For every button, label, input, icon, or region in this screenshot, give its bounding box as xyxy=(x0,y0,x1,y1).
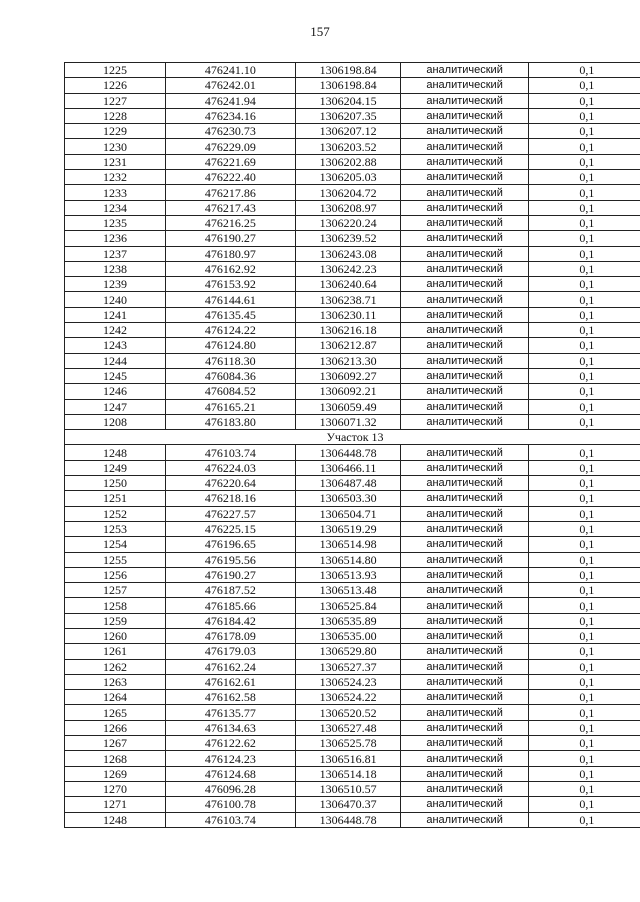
accuracy-cell: 0,1 xyxy=(528,705,640,720)
table-row xyxy=(65,215,640,230)
table-row xyxy=(65,552,640,567)
y-coordinate-cell: 1306525.84 xyxy=(295,598,401,613)
method-cell: аналитический xyxy=(401,797,528,812)
point-number-cell: 1242 xyxy=(65,323,166,338)
method-cell: аналитический xyxy=(401,445,528,460)
point-number-cell: 1248 xyxy=(65,812,166,827)
x-coordinate-cell: 476124.68 xyxy=(166,766,296,781)
table-row xyxy=(65,338,640,353)
y-coordinate-cell: 1306527.48 xyxy=(295,720,401,735)
coordinates-table-body xyxy=(65,63,640,828)
table-row xyxy=(65,154,640,169)
point-number-cell: 1233 xyxy=(65,185,166,200)
table-row xyxy=(65,690,640,705)
x-coordinate-cell: 476187.52 xyxy=(166,583,296,598)
y-coordinate-cell: 1306092.27 xyxy=(295,368,401,383)
accuracy-cell: 0,1 xyxy=(528,781,640,796)
y-coordinate-cell: 1306466.11 xyxy=(295,460,401,475)
accuracy-cell: 0,1 xyxy=(528,751,640,766)
table-row xyxy=(65,353,640,368)
method-cell: аналитический xyxy=(401,93,528,108)
y-coordinate-cell: 1306198.84 xyxy=(295,63,401,78)
point-number-cell: 1262 xyxy=(65,659,166,674)
accuracy-cell: 0,1 xyxy=(528,491,640,506)
y-coordinate-cell: 1306207.12 xyxy=(295,124,401,139)
table-row xyxy=(65,307,640,322)
table-row xyxy=(65,613,640,628)
point-number-cell: 1243 xyxy=(65,338,166,353)
x-coordinate-cell: 476162.24 xyxy=(166,659,296,674)
accuracy-cell: 0,1 xyxy=(528,644,640,659)
accuracy-cell: 0,1 xyxy=(528,139,640,154)
method-cell: аналитический xyxy=(401,644,528,659)
y-coordinate-cell: 1306230.11 xyxy=(295,307,401,322)
y-coordinate-cell: 1306198.84 xyxy=(295,78,401,93)
x-coordinate-cell: 476100.78 xyxy=(166,797,296,812)
x-coordinate-cell: 476135.45 xyxy=(166,307,296,322)
table-row xyxy=(65,674,640,689)
y-coordinate-cell: 1306503.30 xyxy=(295,491,401,506)
method-cell: аналитический xyxy=(401,124,528,139)
accuracy-cell: 0,1 xyxy=(528,476,640,491)
point-number-cell: 1251 xyxy=(65,491,166,506)
point-number-cell: 1250 xyxy=(65,476,166,491)
y-coordinate-cell: 1306535.00 xyxy=(295,628,401,643)
method-cell: аналитический xyxy=(401,170,528,185)
x-coordinate-cell: 476221.69 xyxy=(166,154,296,169)
y-coordinate-cell: 1306243.08 xyxy=(295,246,401,261)
method-cell: аналитический xyxy=(401,674,528,689)
y-coordinate-cell: 1306487.48 xyxy=(295,476,401,491)
y-coordinate-cell: 1306205.03 xyxy=(295,170,401,185)
table-row xyxy=(65,644,640,659)
y-coordinate-cell: 1306071.32 xyxy=(295,414,401,429)
method-cell: аналитический xyxy=(401,307,528,322)
method-cell: аналитический xyxy=(401,705,528,720)
accuracy-cell: 0,1 xyxy=(528,567,640,582)
x-coordinate-cell: 476242.01 xyxy=(166,78,296,93)
x-coordinate-cell: 476230.73 xyxy=(166,124,296,139)
y-coordinate-cell: 1306204.15 xyxy=(295,93,401,108)
point-number-cell: 1225 xyxy=(65,63,166,78)
point-number-cell: 1237 xyxy=(65,246,166,261)
table-row xyxy=(65,292,640,307)
accuracy-cell: 0,1 xyxy=(528,78,640,93)
y-coordinate-cell: 1306527.37 xyxy=(295,659,401,674)
method-cell: аналитический xyxy=(401,720,528,735)
point-number-cell: 1248 xyxy=(65,445,166,460)
point-number-cell: 1249 xyxy=(65,460,166,475)
method-cell: аналитический xyxy=(401,384,528,399)
x-coordinate-cell: 476118.30 xyxy=(166,353,296,368)
y-coordinate-cell: 1306524.23 xyxy=(295,674,401,689)
method-cell: аналитический xyxy=(401,583,528,598)
x-coordinate-cell: 476195.56 xyxy=(166,552,296,567)
x-coordinate-cell: 476124.80 xyxy=(166,338,296,353)
x-coordinate-cell: 476162.61 xyxy=(166,674,296,689)
table-row xyxy=(65,78,640,93)
method-cell: аналитический xyxy=(401,78,528,93)
accuracy-cell: 0,1 xyxy=(528,154,640,169)
point-number-cell: 1252 xyxy=(65,506,166,521)
point-number-cell: 1261 xyxy=(65,644,166,659)
point-number-cell: 1239 xyxy=(65,277,166,292)
point-number-cell: 1254 xyxy=(65,537,166,552)
accuracy-cell: 0,1 xyxy=(528,583,640,598)
y-coordinate-cell: 1306216.18 xyxy=(295,323,401,338)
point-number-cell: 1238 xyxy=(65,261,166,276)
point-number-cell: 1240 xyxy=(65,292,166,307)
point-number-cell: 1270 xyxy=(65,781,166,796)
point-number-cell: 1228 xyxy=(65,108,166,123)
accuracy-cell: 0,1 xyxy=(528,720,640,735)
point-number-cell: 1271 xyxy=(65,797,166,812)
x-coordinate-cell: 476184.42 xyxy=(166,613,296,628)
section-header-row xyxy=(65,430,640,445)
table-row xyxy=(65,736,640,751)
method-cell: аналитический xyxy=(401,231,528,246)
table-row xyxy=(65,476,640,491)
method-cell: аналитический xyxy=(401,506,528,521)
x-coordinate-cell: 476179.03 xyxy=(166,644,296,659)
accuracy-cell: 0,1 xyxy=(528,185,640,200)
y-coordinate-cell: 1306520.52 xyxy=(295,705,401,720)
method-cell: аналитический xyxy=(401,63,528,78)
table-row xyxy=(65,598,640,613)
coordinates-table xyxy=(64,62,640,828)
method-cell: аналитический xyxy=(401,414,528,429)
y-coordinate-cell: 1306525.78 xyxy=(295,736,401,751)
method-cell: аналитический xyxy=(401,154,528,169)
accuracy-cell: 0,1 xyxy=(528,231,640,246)
accuracy-cell: 0,1 xyxy=(528,674,640,689)
y-coordinate-cell: 1306207.35 xyxy=(295,108,401,123)
point-number-cell: 1263 xyxy=(65,674,166,689)
table-row xyxy=(65,720,640,735)
x-coordinate-cell: 476227.57 xyxy=(166,506,296,521)
method-cell: аналитический xyxy=(401,353,528,368)
accuracy-cell: 0,1 xyxy=(528,368,640,383)
y-coordinate-cell: 1306213.30 xyxy=(295,353,401,368)
x-coordinate-cell: 476229.09 xyxy=(166,139,296,154)
table-row xyxy=(65,185,640,200)
table-row xyxy=(65,521,640,536)
point-number-cell: 1230 xyxy=(65,139,166,154)
y-coordinate-cell: 1306448.78 xyxy=(295,812,401,827)
method-cell: аналитический xyxy=(401,537,528,552)
method-cell: аналитический xyxy=(401,552,528,567)
method-cell: аналитический xyxy=(401,659,528,674)
accuracy-cell: 0,1 xyxy=(528,628,640,643)
point-number-cell: 1236 xyxy=(65,231,166,246)
y-coordinate-cell: 1306239.52 xyxy=(295,231,401,246)
point-number-cell: 1265 xyxy=(65,705,166,720)
y-coordinate-cell: 1306202.88 xyxy=(295,154,401,169)
point-number-cell: 1229 xyxy=(65,124,166,139)
table-row xyxy=(65,705,640,720)
y-coordinate-cell: 1306448.78 xyxy=(295,445,401,460)
x-coordinate-cell: 476103.74 xyxy=(166,812,296,827)
point-number-cell: 1234 xyxy=(65,200,166,215)
point-number-cell: 1255 xyxy=(65,552,166,567)
x-coordinate-cell: 476084.36 xyxy=(166,368,296,383)
accuracy-cell: 0,1 xyxy=(528,261,640,276)
accuracy-cell: 0,1 xyxy=(528,659,640,674)
x-coordinate-cell: 476224.03 xyxy=(166,460,296,475)
x-coordinate-cell: 476190.27 xyxy=(166,231,296,246)
table-row xyxy=(65,414,640,429)
table-row xyxy=(65,231,640,246)
point-number-cell: 1226 xyxy=(65,78,166,93)
x-coordinate-cell: 476225.15 xyxy=(166,521,296,536)
y-coordinate-cell: 1306513.93 xyxy=(295,567,401,582)
accuracy-cell: 0,1 xyxy=(528,598,640,613)
table-row xyxy=(65,751,640,766)
table-row xyxy=(65,323,640,338)
x-coordinate-cell: 476234.16 xyxy=(166,108,296,123)
table-row xyxy=(65,537,640,552)
table-row xyxy=(65,124,640,139)
y-coordinate-cell: 1306524.22 xyxy=(295,690,401,705)
point-number-cell: 1269 xyxy=(65,766,166,781)
point-number-cell: 1258 xyxy=(65,598,166,613)
point-number-cell: 1268 xyxy=(65,751,166,766)
x-coordinate-cell: 476178.09 xyxy=(166,628,296,643)
method-cell: аналитический xyxy=(401,476,528,491)
method-cell: аналитический xyxy=(401,108,528,123)
table-row xyxy=(65,246,640,261)
method-cell: аналитический xyxy=(401,613,528,628)
x-coordinate-cell: 476216.25 xyxy=(166,215,296,230)
point-number-cell: 1257 xyxy=(65,583,166,598)
table-row xyxy=(65,445,640,460)
table-row xyxy=(65,200,640,215)
method-cell: аналитический xyxy=(401,736,528,751)
method-cell: аналитический xyxy=(401,292,528,307)
accuracy-cell: 0,1 xyxy=(528,521,640,536)
x-coordinate-cell: 476103.74 xyxy=(166,445,296,460)
accuracy-cell: 0,1 xyxy=(528,170,640,185)
accuracy-cell: 0,1 xyxy=(528,323,640,338)
accuracy-cell: 0,1 xyxy=(528,812,640,827)
accuracy-cell: 0,1 xyxy=(528,124,640,139)
point-number-cell: 1256 xyxy=(65,567,166,582)
x-coordinate-cell: 476241.10 xyxy=(166,63,296,78)
accuracy-cell: 0,1 xyxy=(528,353,640,368)
y-coordinate-cell: 1306514.98 xyxy=(295,537,401,552)
accuracy-cell: 0,1 xyxy=(528,506,640,521)
x-coordinate-cell: 476124.22 xyxy=(166,323,296,338)
table-row xyxy=(65,277,640,292)
method-cell: аналитический xyxy=(401,628,528,643)
method-cell: аналитический xyxy=(401,521,528,536)
point-number-cell: 1208 xyxy=(65,414,166,429)
x-coordinate-cell: 476144.61 xyxy=(166,292,296,307)
y-coordinate-cell: 1306514.18 xyxy=(295,766,401,781)
table-row xyxy=(65,797,640,812)
y-coordinate-cell: 1306059.49 xyxy=(295,399,401,414)
y-coordinate-cell: 1306513.48 xyxy=(295,583,401,598)
method-cell: аналитический xyxy=(401,491,528,506)
accuracy-cell: 0,1 xyxy=(528,414,640,429)
y-coordinate-cell: 1306240.64 xyxy=(295,277,401,292)
table-row xyxy=(65,261,640,276)
table-row xyxy=(65,170,640,185)
method-cell: аналитический xyxy=(401,200,528,215)
x-coordinate-cell: 476135.77 xyxy=(166,705,296,720)
accuracy-cell: 0,1 xyxy=(528,736,640,751)
table-row xyxy=(65,812,640,827)
table-row xyxy=(65,491,640,506)
point-number-cell: 1267 xyxy=(65,736,166,751)
accuracy-cell: 0,1 xyxy=(528,277,640,292)
accuracy-cell: 0,1 xyxy=(528,613,640,628)
x-coordinate-cell: 476196.65 xyxy=(166,537,296,552)
y-coordinate-cell: 1306535.89 xyxy=(295,613,401,628)
method-cell: аналитический xyxy=(401,215,528,230)
x-coordinate-cell: 476190.27 xyxy=(166,567,296,582)
x-coordinate-cell: 476165.21 xyxy=(166,399,296,414)
accuracy-cell: 0,1 xyxy=(528,215,640,230)
point-number-cell: 1260 xyxy=(65,628,166,643)
y-coordinate-cell: 1306208.97 xyxy=(295,200,401,215)
method-cell: аналитический xyxy=(401,598,528,613)
y-coordinate-cell: 1306204.72 xyxy=(295,185,401,200)
table-row xyxy=(65,108,640,123)
y-coordinate-cell: 1306220.24 xyxy=(295,215,401,230)
accuracy-cell: 0,1 xyxy=(528,200,640,215)
table-row xyxy=(65,368,640,383)
x-coordinate-cell: 476153.92 xyxy=(166,277,296,292)
y-coordinate-cell: 1306203.52 xyxy=(295,139,401,154)
method-cell: аналитический xyxy=(401,261,528,276)
table-row xyxy=(65,93,640,108)
x-coordinate-cell: 476183.80 xyxy=(166,414,296,429)
method-cell: аналитический xyxy=(401,567,528,582)
x-coordinate-cell: 476124.23 xyxy=(166,751,296,766)
x-coordinate-cell: 476134.63 xyxy=(166,720,296,735)
y-coordinate-cell: 1306470.37 xyxy=(295,797,401,812)
table-row xyxy=(65,781,640,796)
accuracy-cell: 0,1 xyxy=(528,445,640,460)
point-number-cell: 1227 xyxy=(65,93,166,108)
method-cell: аналитический xyxy=(401,751,528,766)
accuracy-cell: 0,1 xyxy=(528,766,640,781)
x-coordinate-cell: 476217.43 xyxy=(166,200,296,215)
accuracy-cell: 0,1 xyxy=(528,537,640,552)
point-number-cell: 1245 xyxy=(65,368,166,383)
point-number-cell: 1247 xyxy=(65,399,166,414)
table-row xyxy=(65,628,640,643)
accuracy-cell: 0,1 xyxy=(528,307,640,322)
table-row xyxy=(65,139,640,154)
accuracy-cell: 0,1 xyxy=(528,460,640,475)
x-coordinate-cell: 476180.97 xyxy=(166,246,296,261)
point-number-cell: 1246 xyxy=(65,384,166,399)
y-coordinate-cell: 1306519.29 xyxy=(295,521,401,536)
y-coordinate-cell: 1306092.21 xyxy=(295,384,401,399)
y-coordinate-cell: 1306529.80 xyxy=(295,644,401,659)
accuracy-cell: 0,1 xyxy=(528,63,640,78)
method-cell: аналитический xyxy=(401,781,528,796)
method-cell: аналитический xyxy=(401,812,528,827)
x-coordinate-cell: 476122.62 xyxy=(166,736,296,751)
accuracy-cell: 0,1 xyxy=(528,108,640,123)
x-coordinate-cell: 476217.86 xyxy=(166,185,296,200)
x-coordinate-cell: 476162.92 xyxy=(166,261,296,276)
table-row xyxy=(65,460,640,475)
table-row xyxy=(65,583,640,598)
table-row xyxy=(65,63,640,78)
method-cell: аналитический xyxy=(401,139,528,154)
x-coordinate-cell: 476185.66 xyxy=(166,598,296,613)
page-number: 157 xyxy=(310,24,330,39)
method-cell: аналитический xyxy=(401,399,528,414)
accuracy-cell: 0,1 xyxy=(528,384,640,399)
x-coordinate-cell: 476096.28 xyxy=(166,781,296,796)
accuracy-cell: 0,1 xyxy=(528,552,640,567)
table-row xyxy=(65,399,640,414)
table-row xyxy=(65,659,640,674)
accuracy-cell: 0,1 xyxy=(528,690,640,705)
y-coordinate-cell: 1306242.23 xyxy=(295,261,401,276)
point-number-cell: 1253 xyxy=(65,521,166,536)
y-coordinate-cell: 1306516.81 xyxy=(295,751,401,766)
point-number-cell: 1259 xyxy=(65,613,166,628)
accuracy-cell: 0,1 xyxy=(528,93,640,108)
x-coordinate-cell: 476241.94 xyxy=(166,93,296,108)
method-cell: аналитический xyxy=(401,766,528,781)
accuracy-cell: 0,1 xyxy=(528,797,640,812)
method-cell: аналитический xyxy=(401,323,528,338)
table-row xyxy=(65,384,640,399)
method-cell: аналитический xyxy=(401,368,528,383)
y-coordinate-cell: 1306212.87 xyxy=(295,338,401,353)
method-cell: аналитический xyxy=(401,185,528,200)
table-row xyxy=(65,567,640,582)
method-cell: аналитический xyxy=(401,338,528,353)
table-row xyxy=(65,766,640,781)
y-coordinate-cell: 1306504.71 xyxy=(295,506,401,521)
method-cell: аналитический xyxy=(401,690,528,705)
method-cell: аналитический xyxy=(401,460,528,475)
accuracy-cell: 0,1 xyxy=(528,246,640,261)
accuracy-cell: 0,1 xyxy=(528,292,640,307)
table-row xyxy=(65,506,640,521)
y-coordinate-cell: 1306514.80 xyxy=(295,552,401,567)
accuracy-cell: 0,1 xyxy=(528,399,640,414)
y-coordinate-cell: 1306510.57 xyxy=(295,781,401,796)
accuracy-cell: 0,1 xyxy=(528,338,640,353)
point-number-cell: 1266 xyxy=(65,720,166,735)
point-number-cell: 1241 xyxy=(65,307,166,322)
x-coordinate-cell: 476218.16 xyxy=(166,491,296,506)
x-coordinate-cell: 476162.58 xyxy=(166,690,296,705)
point-number-cell: 1264 xyxy=(65,690,166,705)
y-coordinate-cell: 1306238.71 xyxy=(295,292,401,307)
x-coordinate-cell: 476222.40 xyxy=(166,170,296,185)
point-number-cell: 1232 xyxy=(65,170,166,185)
x-coordinate-cell: 476084.52 xyxy=(166,384,296,399)
point-number-cell: 1244 xyxy=(65,353,166,368)
point-number-cell: 1235 xyxy=(65,215,166,230)
method-cell: аналитический xyxy=(401,277,528,292)
x-coordinate-cell: 476220.64 xyxy=(166,476,296,491)
section-header: Участок 13 xyxy=(65,430,640,445)
method-cell: аналитический xyxy=(401,246,528,261)
point-number-cell: 1231 xyxy=(65,154,166,169)
